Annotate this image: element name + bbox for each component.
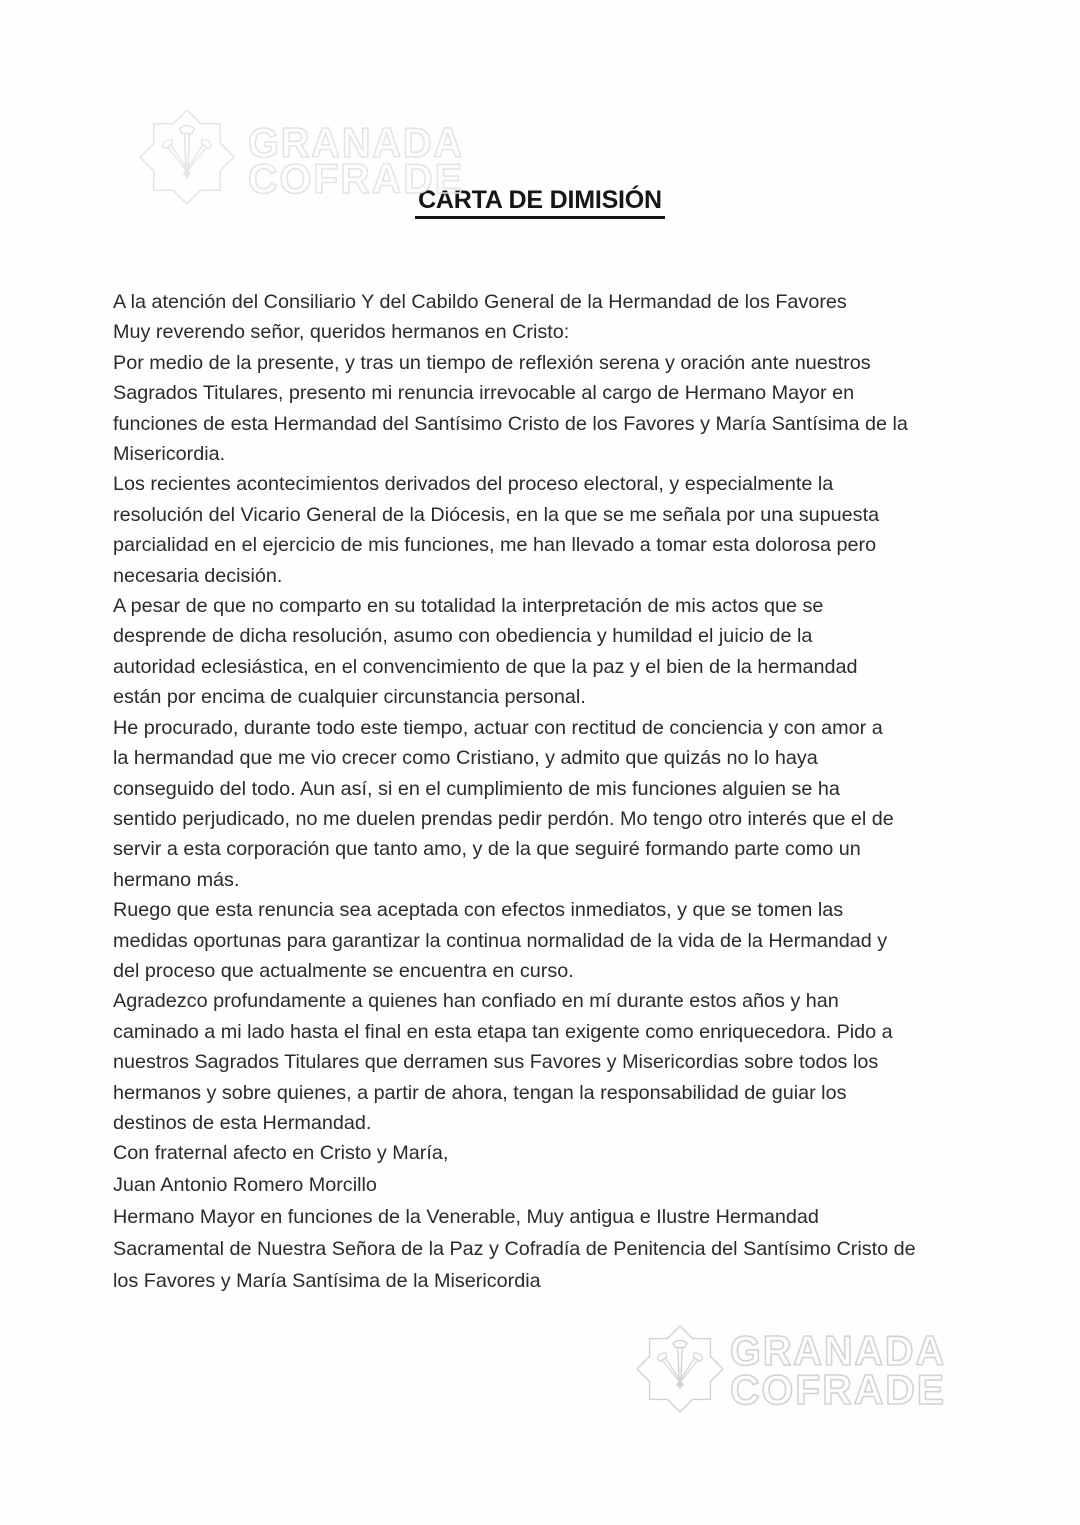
- salutation-line: Muy reverendo señor, queridos hermanos en Cristo:: [113, 321, 570, 344]
- body-paragraph-4: He procurado, durante todo este tiempo, actuar con rectitud de conciencia y con amor a la hermandad que me vio crecer como Cristiano, y admito que quizás no lo haya conseguido del todo. Aun así, si en el cumplimiento de mis funciones alguien se ha sentido perjudicado, no me duelen prendas pedir perdón. Mo tengo otro interés que el de servir a esta corporación que tanto amo, y de la que seguiré formando parte como un hermano más.: [113, 716, 894, 891]
- body-paragraph-3: A pesar de que no comparto en su totalidad la interpretación de mis actos que se desprende de dicha resolución, asumo con obediencia y humildad el juicio de la autoridad eclesiástica, en el convencimiento de que la paz y el bien de la hermandad están por encima de cualquier circunstancia personal.: [113, 595, 858, 709]
- closing-line: Con fraternal afecto en Cristo y María,: [113, 1142, 449, 1165]
- body-paragraph-1: Por medio de la presente, y tras un tiempo de reflexión serena y oración ante nuestros Sagrados Titulares, presento mi renuncia irrevocable al cargo de Hermano Mayor en funciones de esta Hermandad del Santísimo Cristo de los Favores y María Santísima de la Misericordia.: [113, 351, 908, 466]
- watermark-brand-line1: GRANADA: [248, 119, 464, 166]
- granada-cofrade-watermark-bottom: [637, 1326, 946, 1413]
- recipient-line: A la atención del Consiliario Y del Cabildo General de la Hermandad de los Favores: [113, 291, 847, 313]
- title-row: [0, 186, 1080, 219]
- watermark-brand-line2: COFRADE: [730, 1366, 946, 1413]
- letter-body: [113, 287, 1018, 1297]
- eight-pointed-star-three-nails-icon: [637, 1326, 723, 1412]
- body-paragraph-5: Ruego que esta renuncia sea aceptada con efectos inmediatos, y que se tomen las medidas oportunas para garantizar la continua normalidad de la vida de la Hermandad y del proceso que actualmente se encuentra en curso.: [113, 899, 888, 982]
- body-paragraph-6: Agradezco profundamente a quienes han confiado en mí durante estos años y han caminado a mi lado hasta el final en esta etapa tan exigente como enriquecedora. Pido a nuestros Sagrados Titulares que derramen sus Favores y Misericordias sobre todos los hermanos y sobre quienes, a partir de ahora, tengan la responsabilidad de guiar los destinos de esta Hermandad.: [113, 990, 893, 1134]
- body-paragraph-2: Los recientes acontecimientos derivados del proceso electoral, y especialmente la resolución del Vicario General de la Diócesis, en la que se me señala por una supuesta parcialidad en el ejercicio de mis funciones, me han llevado a tomar esta dolorosa pero necesaria decisión.: [113, 473, 880, 587]
- letter-title: CARTA DE DIMISIÓN: [415, 186, 665, 219]
- watermark-brand-line1: GRANADA: [730, 1327, 946, 1374]
- watermark-brand-line2: COFRADE: [248, 155, 464, 202]
- signature-block: Juan Antonio Romero Morcillo Hermano Mayor en funciones de la Venerable, Muy antigua e Ilustre Hermandad Sacramental de Nuestra Señora de la Paz y Cofradía de Penitencia del Santísimo Cristo de los Favores y María Santísima de la Misericordia: [113, 1173, 916, 1292]
